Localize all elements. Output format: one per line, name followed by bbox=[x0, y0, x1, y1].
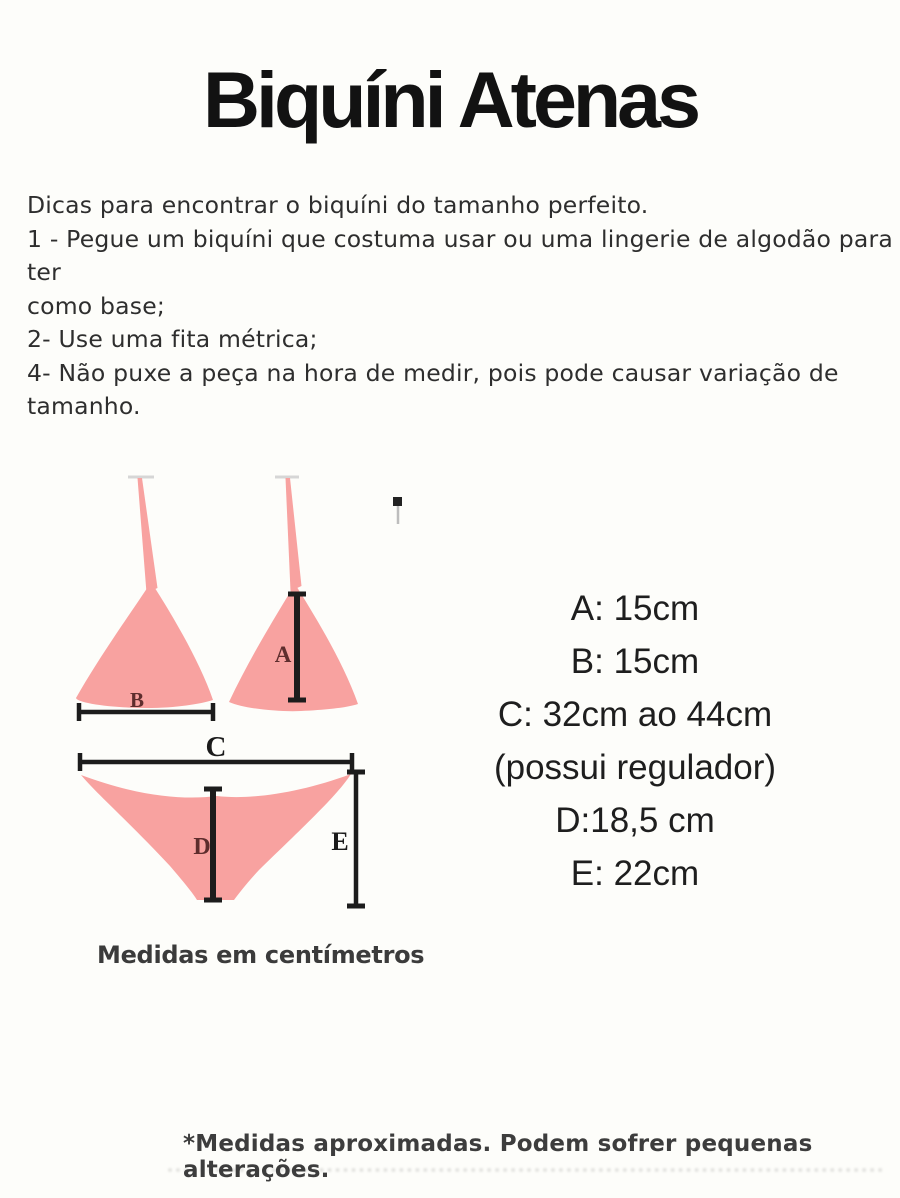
size-value-a: A: 15cm bbox=[570, 589, 700, 628]
tips-step-1-continued: como base; bbox=[27, 291, 165, 320]
stray-mark-1 bbox=[393, 497, 402, 524]
size-value-c: C: 32cm ao 44cm bbox=[497, 695, 773, 734]
dim-label-c: C bbox=[205, 731, 227, 763]
bikini-top-right-cup bbox=[229, 584, 358, 711]
page-title: Biquíni Atenas bbox=[202, 55, 698, 144]
dim-label-d: D bbox=[193, 834, 211, 860]
bikini-top-left-strap bbox=[138, 478, 158, 593]
tips-intro-line: Dicas para encontrar o biquíni do tamanho perfeito. bbox=[27, 191, 649, 219]
tips-step-4: 4- Não puxe a peça na hora de medir, pois pode causar variação de tamanho. bbox=[27, 358, 839, 420]
diagram-caption: Medidas em centímetros bbox=[97, 941, 425, 969]
measure-line-e bbox=[347, 772, 365, 906]
dim-label-a: A bbox=[274, 642, 292, 667]
footnote: *Medidas aproximadas. Podem sofrer pequenas alterações. bbox=[183, 1131, 813, 1183]
size-value-b: B: 15cm bbox=[570, 642, 700, 681]
size-value-d: D:18,5 cm bbox=[555, 801, 715, 840]
size-value-e: E: 22cm bbox=[570, 854, 700, 893]
bikini-measurement-diagram bbox=[60, 440, 420, 920]
tips-step-1: 1 - Pegue um biquíni que costuma usar ou uma lingerie de algodão para ter bbox=[27, 224, 893, 286]
size-value-c-note: (possui regulador) bbox=[493, 748, 777, 787]
dim-label-e: E bbox=[331, 827, 349, 856]
dim-label-b: B bbox=[129, 688, 145, 712]
size-values bbox=[385, 582, 885, 900]
tips-step-2: 2- Use uma fita métrica; bbox=[27, 325, 318, 353]
bikini-top-left-cup bbox=[76, 582, 213, 708]
bikini-top-right-strap bbox=[286, 478, 302, 591]
faded-text-artifact bbox=[168, 1168, 883, 1172]
sizing-tips bbox=[27, 189, 893, 424]
